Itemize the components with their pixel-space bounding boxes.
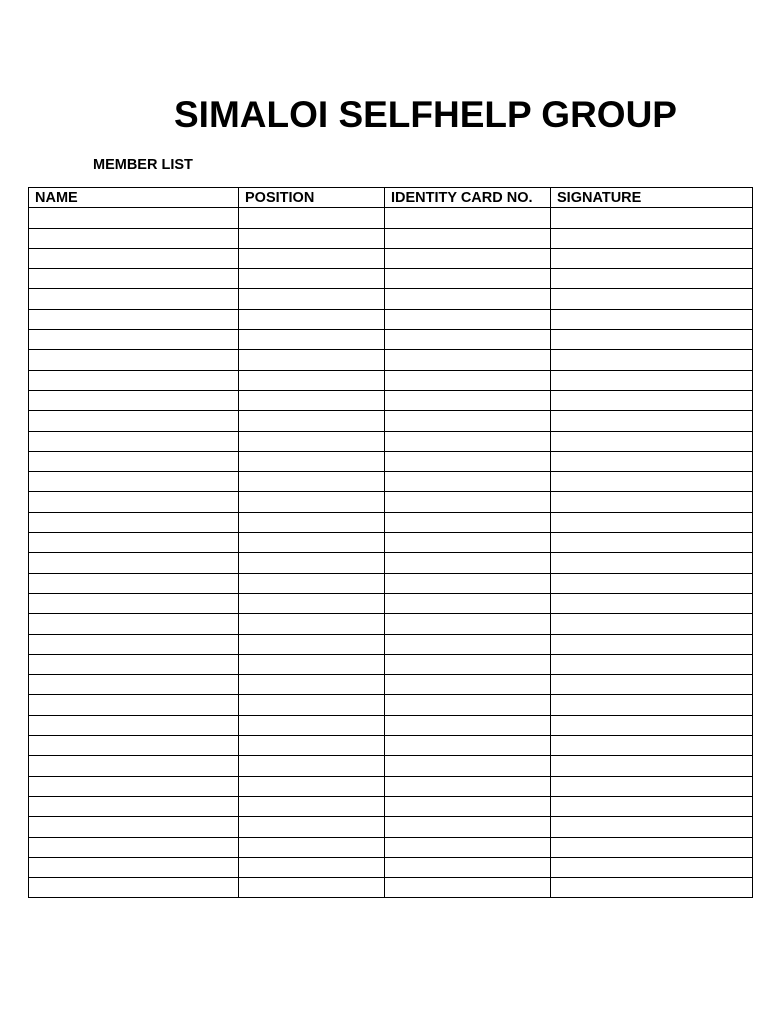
position-cell[interactable] (239, 451, 385, 471)
name-cell[interactable] (29, 370, 239, 390)
signature-cell[interactable] (551, 533, 753, 553)
position-cell[interactable] (239, 350, 385, 370)
table-row (29, 837, 753, 857)
document-title: SIMALOI SELFHELP GROUP (174, 94, 677, 135)
position-cell[interactable] (239, 370, 385, 390)
table-row (29, 817, 753, 837)
identity-card-no-cell[interactable] (385, 228, 551, 248)
table-row (29, 614, 753, 634)
identity-card-no-cell[interactable] (385, 857, 551, 877)
identity-card-no-cell[interactable] (385, 248, 551, 268)
header-name: NAME (29, 188, 239, 208)
position-cell[interactable] (239, 248, 385, 268)
name-cell[interactable] (29, 289, 239, 309)
position-cell[interactable] (239, 431, 385, 451)
table-row (29, 512, 753, 532)
position-cell[interactable] (239, 533, 385, 553)
name-cell[interactable] (29, 492, 239, 512)
table-row (29, 248, 753, 268)
table-row (29, 776, 753, 796)
table-row (29, 431, 753, 451)
signature-cell[interactable] (551, 817, 753, 837)
name-cell[interactable] (29, 350, 239, 370)
signature-cell[interactable] (551, 390, 753, 410)
position-cell[interactable] (239, 573, 385, 593)
identity-card-no-cell[interactable] (385, 309, 551, 329)
document-subtitle: MEMBER LIST (93, 157, 193, 173)
table-row (29, 736, 753, 756)
header-identity-card-no: IDENTITY CARD NO. (385, 188, 551, 208)
signature-cell[interactable] (551, 796, 753, 816)
position-cell[interactable] (239, 330, 385, 350)
name-cell[interactable] (29, 776, 239, 796)
identity-card-no-cell[interactable] (385, 370, 551, 390)
name-cell[interactable] (29, 695, 239, 715)
position-cell[interactable] (239, 512, 385, 532)
position-cell[interactable] (239, 390, 385, 410)
name-cell[interactable] (29, 269, 239, 289)
signature-cell[interactable] (551, 350, 753, 370)
identity-card-no-cell[interactable] (385, 512, 551, 532)
name-cell[interactable] (29, 837, 239, 857)
signature-cell[interactable] (551, 736, 753, 756)
table-row (29, 675, 753, 695)
signature-cell[interactable] (551, 431, 753, 451)
signature-cell[interactable] (551, 553, 753, 573)
identity-card-no-cell[interactable] (385, 654, 551, 674)
identity-card-no-cell[interactable] (385, 817, 551, 837)
position-cell[interactable] (239, 228, 385, 248)
position-cell[interactable] (239, 614, 385, 634)
table-header-row (29, 188, 753, 208)
name-cell[interactable] (29, 715, 239, 735)
position-cell[interactable] (239, 411, 385, 431)
position-cell[interactable] (239, 796, 385, 816)
identity-card-no-cell[interactable] (385, 451, 551, 471)
name-cell[interactable] (29, 654, 239, 674)
signature-cell[interactable] (551, 593, 753, 613)
header-signature: SIGNATURE (551, 188, 753, 208)
identity-card-no-cell[interactable] (385, 533, 551, 553)
table-row (29, 695, 753, 715)
name-cell[interactable] (29, 736, 239, 756)
signature-cell[interactable] (551, 695, 753, 715)
table-row (29, 878, 753, 898)
position-cell[interactable] (239, 756, 385, 776)
identity-card-no-cell[interactable] (385, 390, 551, 410)
position-cell[interactable] (239, 654, 385, 674)
table-row (29, 350, 753, 370)
position-cell[interactable] (239, 695, 385, 715)
header-position: POSITION (239, 188, 385, 208)
position-cell[interactable] (239, 492, 385, 512)
signature-cell[interactable] (551, 228, 753, 248)
position-cell[interactable] (239, 715, 385, 735)
name-cell[interactable] (29, 309, 239, 329)
identity-card-no-cell[interactable] (385, 796, 551, 816)
identity-card-no-cell[interactable] (385, 269, 551, 289)
signature-cell[interactable] (551, 309, 753, 329)
table-row (29, 533, 753, 553)
table-row (29, 411, 753, 431)
table-row (29, 228, 753, 248)
identity-card-no-cell[interactable] (385, 208, 551, 228)
table-row (29, 573, 753, 593)
position-cell[interactable] (239, 878, 385, 898)
identity-card-no-cell[interactable] (385, 614, 551, 634)
signature-cell[interactable] (551, 451, 753, 471)
name-cell[interactable] (29, 553, 239, 573)
position-cell[interactable] (239, 837, 385, 857)
name-cell[interactable] (29, 878, 239, 898)
signature-cell[interactable] (551, 715, 753, 735)
signature-cell[interactable] (551, 614, 753, 634)
position-cell[interactable] (239, 208, 385, 228)
name-cell[interactable] (29, 330, 239, 350)
table-row (29, 756, 753, 776)
position-cell[interactable] (239, 269, 385, 289)
name-cell[interactable] (29, 857, 239, 877)
signature-cell[interactable] (551, 289, 753, 309)
identity-card-no-cell[interactable] (385, 492, 551, 512)
identity-card-no-cell[interactable] (385, 330, 551, 350)
signature-cell[interactable] (551, 675, 753, 695)
table-row (29, 370, 753, 390)
name-cell[interactable] (29, 472, 239, 492)
signature-cell[interactable] (551, 330, 753, 350)
identity-card-no-cell[interactable] (385, 553, 551, 573)
name-cell[interactable] (29, 533, 239, 553)
table-row (29, 289, 753, 309)
name-cell[interactable] (29, 512, 239, 532)
name-cell[interactable] (29, 451, 239, 471)
signature-cell[interactable] (551, 248, 753, 268)
name-cell[interactable] (29, 634, 239, 654)
position-cell[interactable] (239, 857, 385, 877)
identity-card-no-cell[interactable] (385, 756, 551, 776)
signature-cell[interactable] (551, 208, 753, 228)
identity-card-no-cell[interactable] (385, 289, 551, 309)
table-row (29, 715, 753, 735)
name-cell[interactable] (29, 593, 239, 613)
signature-cell[interactable] (551, 370, 753, 390)
position-cell[interactable] (239, 776, 385, 796)
identity-card-no-cell[interactable] (385, 573, 551, 593)
table-row (29, 451, 753, 471)
name-cell[interactable] (29, 248, 239, 268)
identity-card-no-cell[interactable] (385, 878, 551, 898)
table-row (29, 330, 753, 350)
name-cell[interactable] (29, 431, 239, 451)
position-cell[interactable] (239, 309, 385, 329)
name-cell[interactable] (29, 573, 239, 593)
name-cell[interactable] (29, 614, 239, 634)
table-row (29, 634, 753, 654)
table-body (29, 208, 753, 898)
signature-cell[interactable] (551, 654, 753, 674)
identity-card-no-cell[interactable] (385, 675, 551, 695)
table-row (29, 390, 753, 410)
identity-card-no-cell[interactable] (385, 715, 551, 735)
table-row (29, 208, 753, 228)
identity-card-no-cell[interactable] (385, 472, 551, 492)
name-cell[interactable] (29, 228, 239, 248)
identity-card-no-cell[interactable] (385, 350, 551, 370)
signature-cell[interactable] (551, 837, 753, 857)
position-cell[interactable] (239, 593, 385, 613)
table-row (29, 593, 753, 613)
name-cell[interactable] (29, 756, 239, 776)
name-cell[interactable] (29, 411, 239, 431)
signature-cell[interactable] (551, 269, 753, 289)
table-row (29, 796, 753, 816)
identity-card-no-cell[interactable] (385, 411, 551, 431)
signature-cell[interactable] (551, 756, 753, 776)
position-cell[interactable] (239, 675, 385, 695)
table-row (29, 269, 753, 289)
identity-card-no-cell[interactable] (385, 593, 551, 613)
table-row (29, 553, 753, 573)
name-cell[interactable] (29, 675, 239, 695)
signature-cell[interactable] (551, 573, 753, 593)
position-cell[interactable] (239, 634, 385, 654)
signature-cell[interactable] (551, 472, 753, 492)
signature-cell[interactable] (551, 411, 753, 431)
signature-cell[interactable] (551, 492, 753, 512)
signature-cell[interactable] (551, 634, 753, 654)
table-row (29, 857, 753, 877)
position-cell[interactable] (239, 289, 385, 309)
table-row (29, 309, 753, 329)
identity-card-no-cell[interactable] (385, 634, 551, 654)
table-row (29, 472, 753, 492)
table-row (29, 654, 753, 674)
name-cell[interactable] (29, 817, 239, 837)
signature-cell[interactable] (551, 878, 753, 898)
identity-card-no-cell[interactable] (385, 695, 551, 715)
name-cell[interactable] (29, 208, 239, 228)
signature-cell[interactable] (551, 857, 753, 877)
member-list-table (28, 187, 753, 898)
position-cell[interactable] (239, 472, 385, 492)
identity-card-no-cell[interactable] (385, 776, 551, 796)
position-cell[interactable] (239, 736, 385, 756)
signature-cell[interactable] (551, 776, 753, 796)
name-cell[interactable] (29, 390, 239, 410)
identity-card-no-cell[interactable] (385, 837, 551, 857)
identity-card-no-cell[interactable] (385, 736, 551, 756)
identity-card-no-cell[interactable] (385, 431, 551, 451)
position-cell[interactable] (239, 817, 385, 837)
table-row (29, 492, 753, 512)
position-cell[interactable] (239, 553, 385, 573)
signature-cell[interactable] (551, 512, 753, 532)
name-cell[interactable] (29, 796, 239, 816)
